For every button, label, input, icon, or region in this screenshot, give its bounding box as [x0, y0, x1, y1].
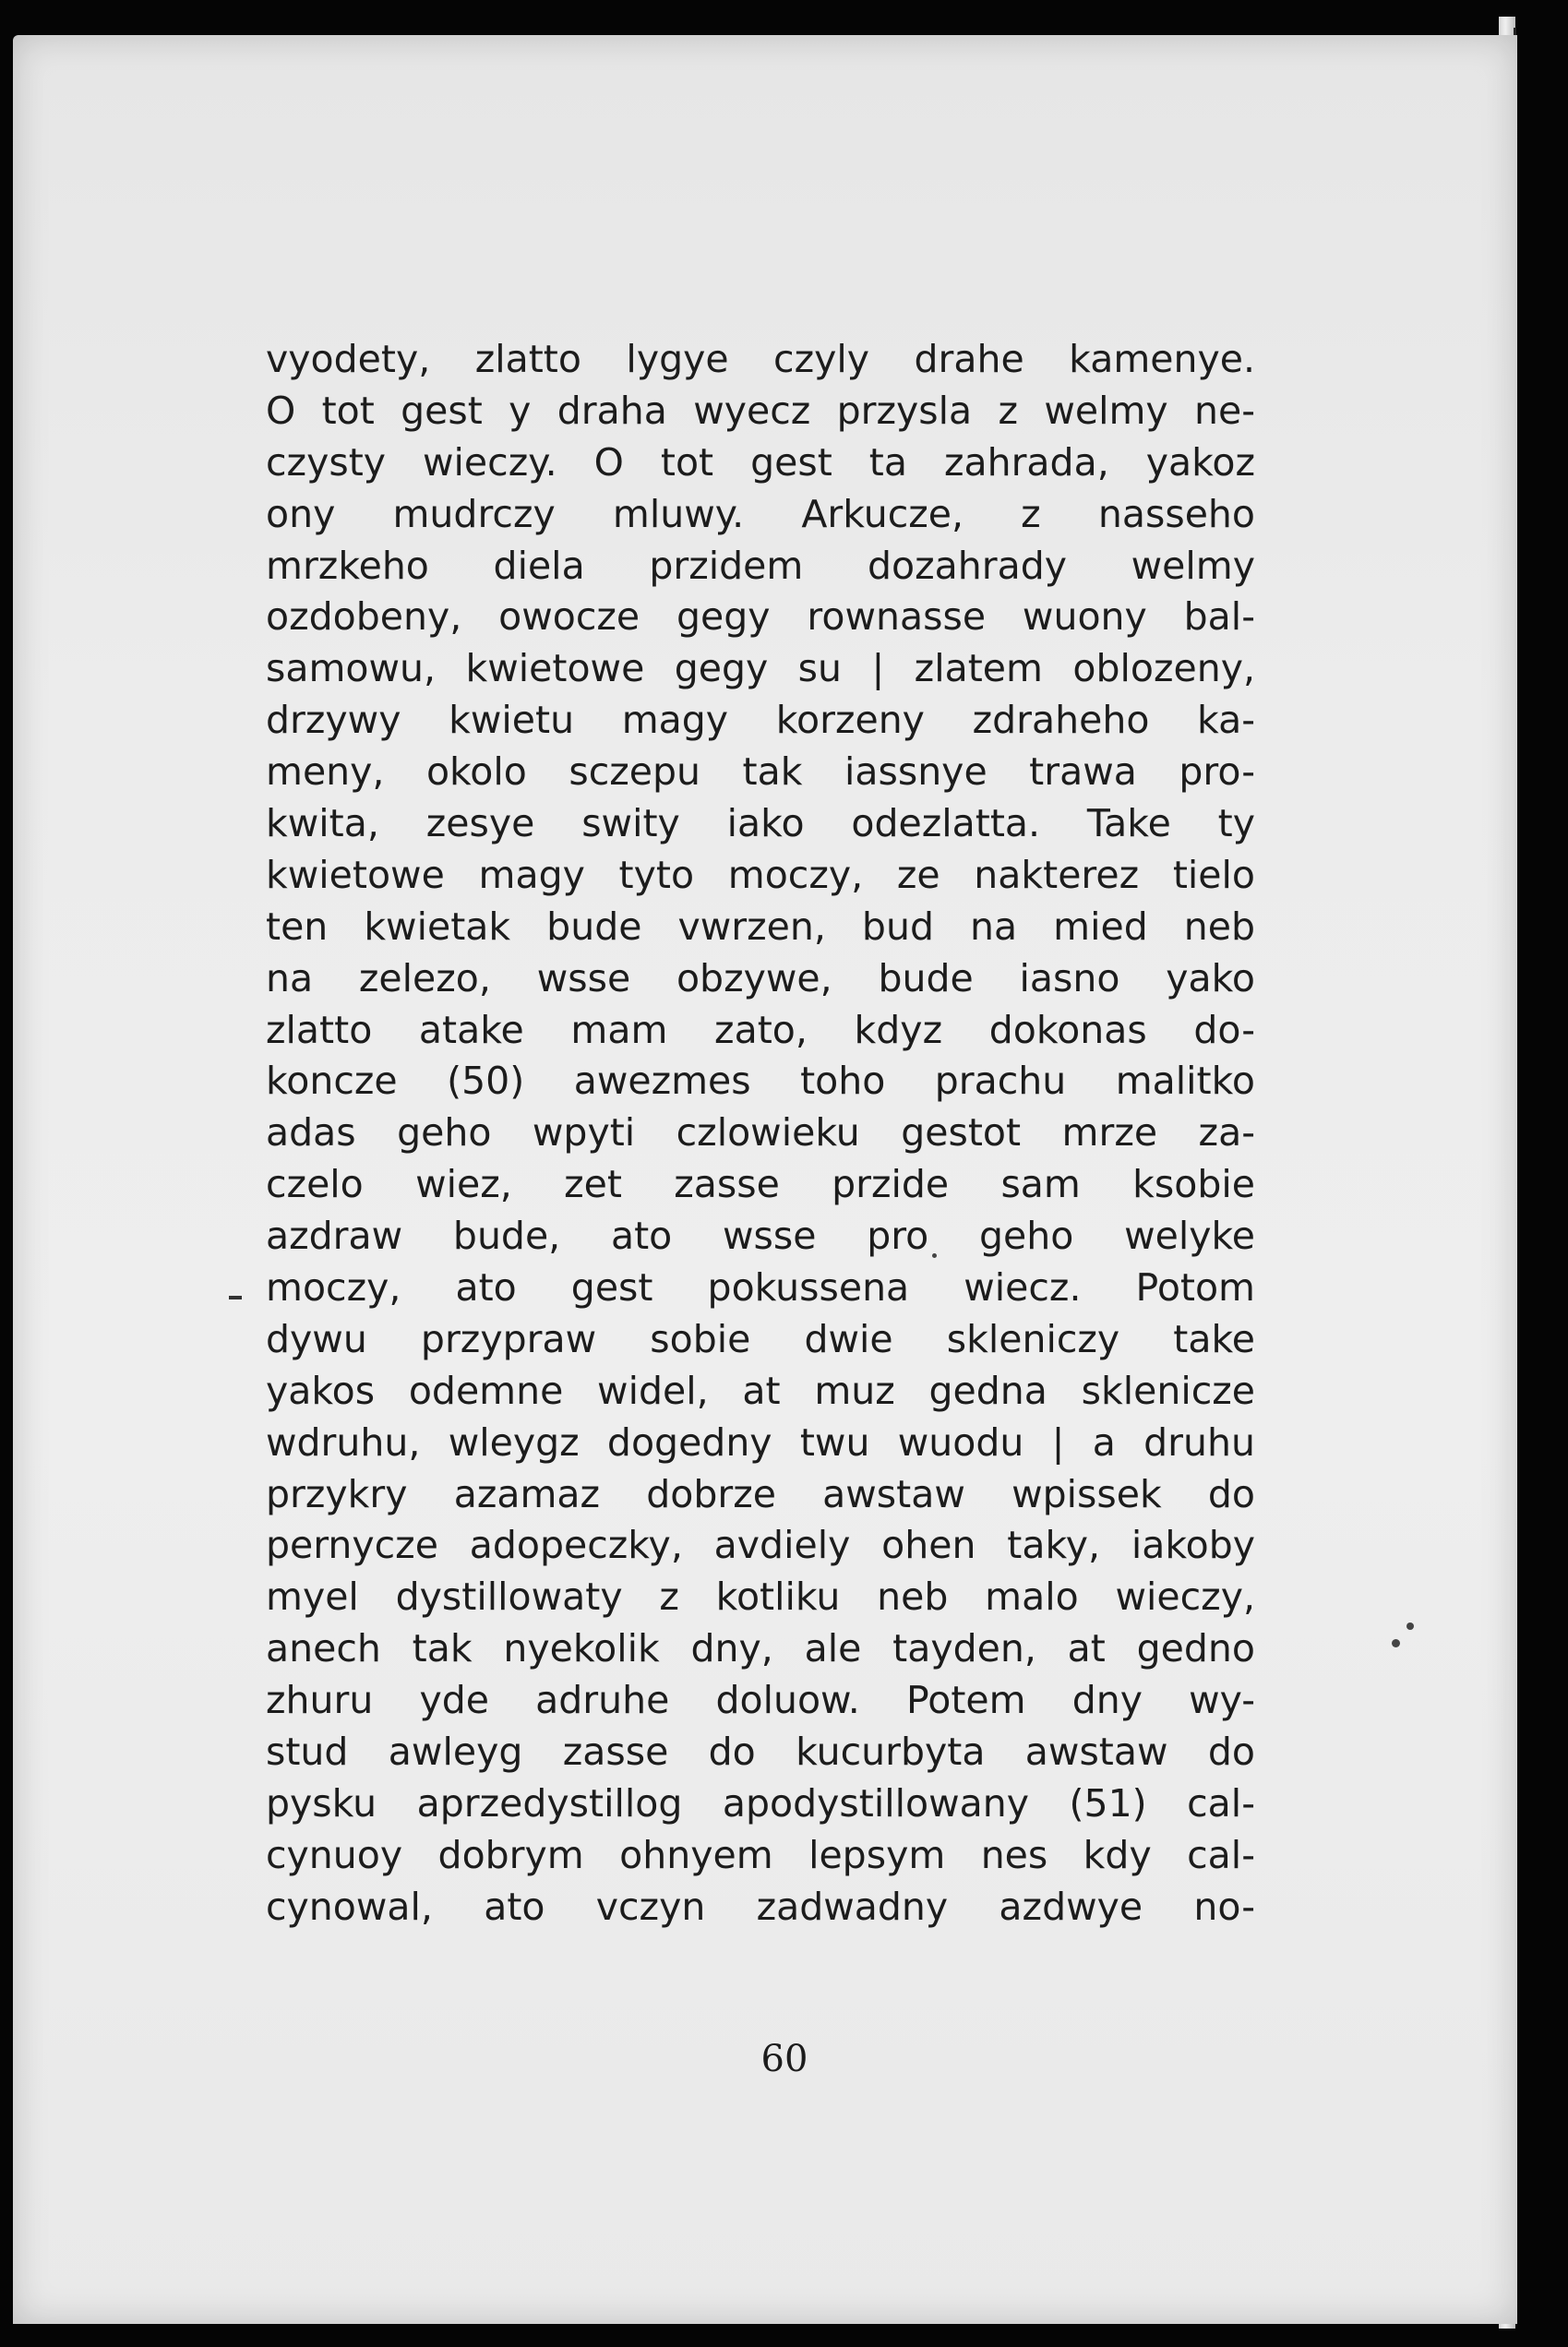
text-line: mrzkeho diela przidem dozahrady welmy [266, 543, 1255, 588]
text-line: drzywy kwietu magy korzeny zdraheho ka- [266, 698, 1255, 743]
text-line: czysty wieczy. O tot gest ta zahrada, yakoz [266, 439, 1255, 485]
text-line: zhuru yde adruhe doluow. Potem dny wy- [266, 1678, 1255, 1723]
text-line: azdraw bude, ato wsse pro geho welyke [266, 1214, 1255, 1259]
text-line: cynowal, ato vczyn zadwadny azdwye no- [266, 1884, 1255, 1929]
page-number: 60 [760, 2038, 808, 2080]
text-line: na zelezo, wsse obzywe, bude iasno yako [266, 955, 1255, 1000]
ink-speck [1392, 1639, 1400, 1647]
text-line: meny, okolo sczepu tak iassnye trawa pro- [266, 749, 1255, 795]
text-line: adas geho wpyti czlowieku gestot mrze za- [266, 1110, 1255, 1156]
text-line: yakos odemne widel, at muz gedna sklenicze [266, 1368, 1255, 1413]
text-line: O tot gest y draha wyecz przysla z welmy ne- [266, 388, 1255, 433]
text-line: dywu przypraw sobie dwie skleniczy take [266, 1316, 1255, 1361]
text-line: samowu, kwietowe gegy su | zlatem oblozeny, [266, 646, 1255, 691]
text-line: moczy, ato gest pokussena wiecz. Potom [266, 1265, 1255, 1311]
text-line: przykry azamaz dobrze awstaw wpissek do [266, 1471, 1255, 1516]
text-line: pysku aprzedystillog apodystillowany (51) cal- [266, 1780, 1255, 1826]
text-line: zlatto atake mam zato, kdyz dokonas do- [266, 1007, 1255, 1052]
text-line: ony mudrczy mluwy. Arkucze, z nasseho [266, 491, 1255, 536]
text-line: cynuoy dobrym ohnyem lepsym nes kdy cal- [266, 1832, 1255, 1877]
body-text [266, 334, 1255, 1934]
text-line: vyodety, zlatto lygye czyly drahe kamenye. [266, 337, 1255, 381]
ink-speck [1406, 1623, 1414, 1630]
text-line: ten kwietak bude vwrzen, bud na mied neb [266, 904, 1255, 949]
text-line: stud awleyg zasse do kucurbyta awstaw do [266, 1730, 1255, 1775]
text-line: wdruhu, wleygz dogedny twu wuodu | a druhu [266, 1419, 1255, 1465]
text-line: kwita, zesye swity iako odezlatta. Take ty [266, 801, 1255, 846]
text-line: anech tak nyekolik dny, ale tayden, at gedno [266, 1626, 1255, 1671]
text-line: kwietowe magy tyto moczy, ze nakterez tielo [266, 852, 1255, 897]
text-line: czelo wiez, zet zasse przide sam ksobie [266, 1162, 1255, 1207]
text-line: ozdobeny, owocze gegy rownasse wuony bal- [266, 594, 1255, 640]
text-line: koncze (50) awezmes toho prachu malitko [266, 1059, 1255, 1104]
text-line: myel dystillowaty z kotliku neb malo wieczy, [266, 1575, 1255, 1620]
margin-mark [229, 1296, 242, 1299]
text-line: pernycze adopeczky, avdiely ohen taky, iakoby [266, 1523, 1255, 1568]
